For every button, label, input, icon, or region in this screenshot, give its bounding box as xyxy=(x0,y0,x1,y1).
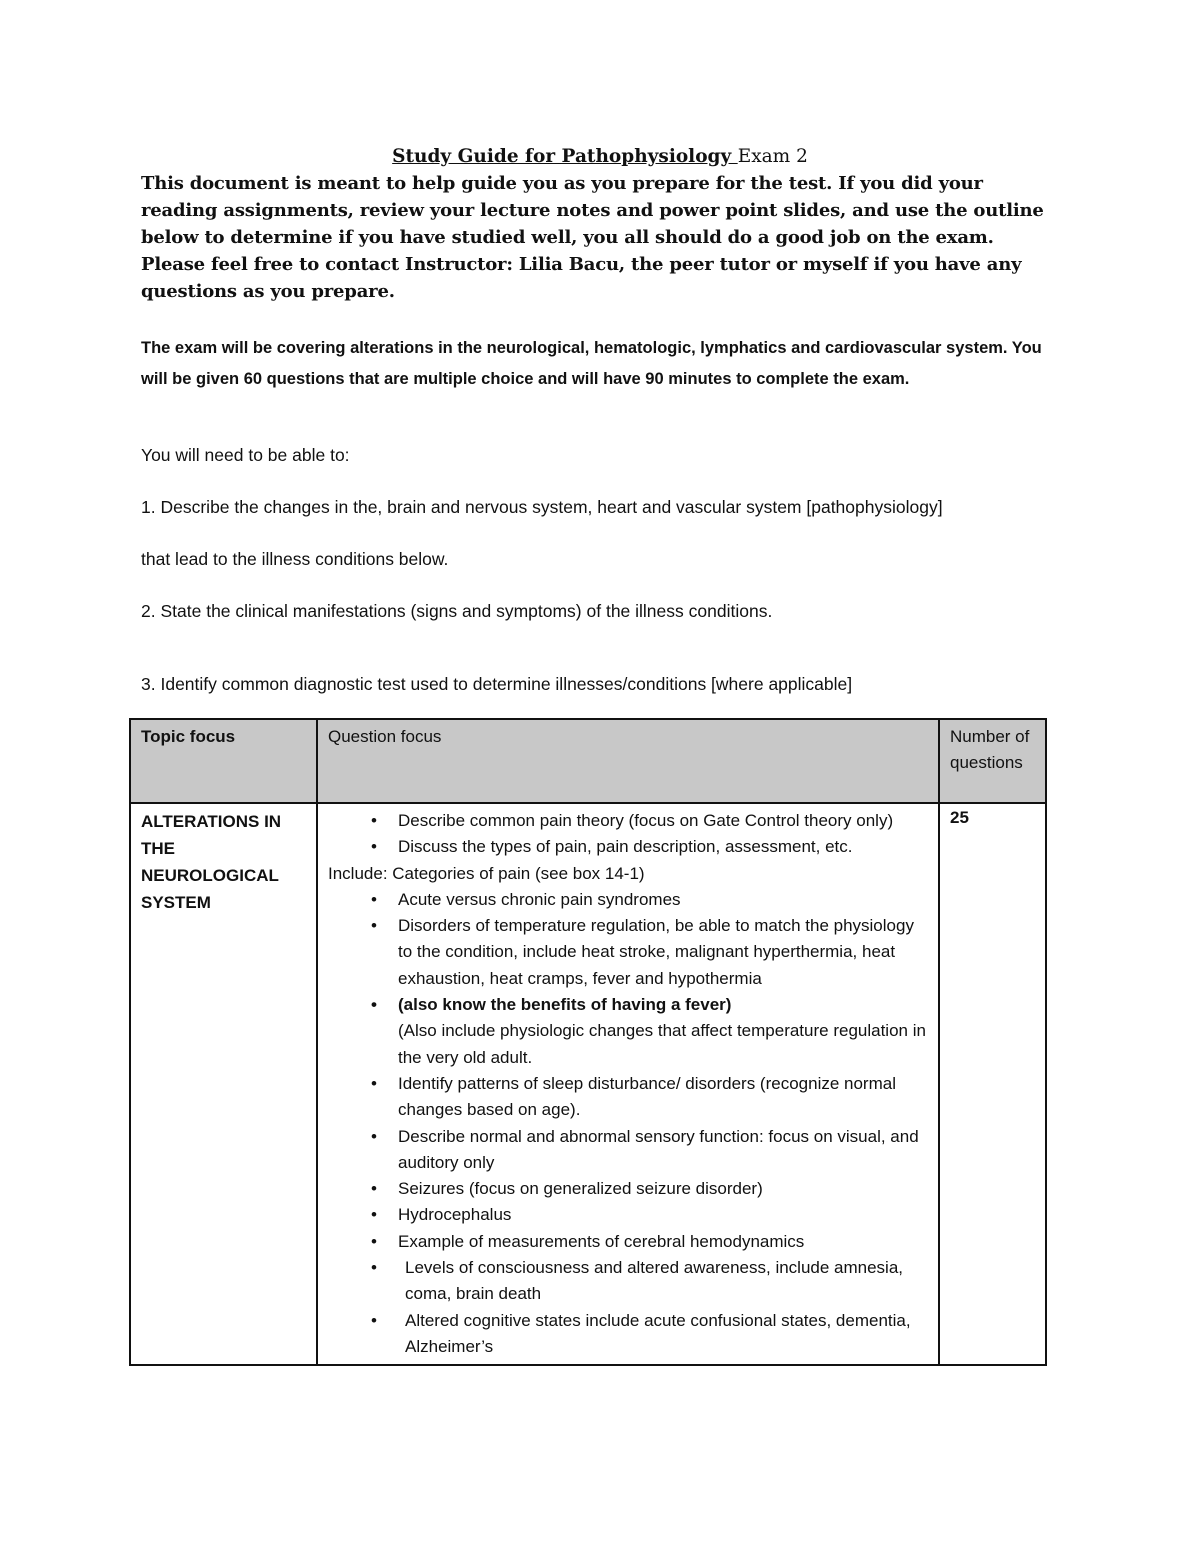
bullet-icon: • xyxy=(371,1205,377,1225)
list-item: • Describe normal and abnormal sensory function: focus on visual, and auditory only xyxy=(328,1124,928,1177)
bullet-icon: • xyxy=(371,1073,377,1093)
objective-3-number: 3. xyxy=(141,674,156,694)
intro-text: This document is meant to help guide you as you prepare for the test. If you did your reading assignments, review your lecture notes and power point slides, and use the outline below to determine if you have studied well, you all should do a good job on the exam. Please feel free to contact Instructor: Lilia Bacu, the peer tutor or myself if you have any questions as you prepare. xyxy=(141,173,1044,302)
bullet-icon: • xyxy=(371,995,377,1015)
list-item: • Altered cognitive states include acute confusional states, dementia, Alzheimer’s xyxy=(328,1308,928,1361)
bullet-icon: • xyxy=(371,916,377,936)
list-item: • Identify patterns of sleep disturbance/ disorders (recognize normal changes based on age). xyxy=(328,1071,928,1124)
bullet-icon: • xyxy=(371,1310,377,1330)
bullet-icon: • xyxy=(371,1126,377,1146)
list-item: • Seizures (focus on generalized seizure disorder) xyxy=(328,1176,928,1202)
bullet-icon: • xyxy=(371,1258,377,1278)
need-to-line: You will need to be able to: xyxy=(141,445,350,465)
objective-1-text: Describe the changes in the, brain and nervous system, heart and vascular system [pathophysiology] xyxy=(160,497,943,517)
exam-scope-paragraph: The exam will be covering alterations in the neurological, hematologic, lymphatics and cardiovascular system. You will be given 60 questions that are multiple choice and will have 90 minutes to complete the exam. xyxy=(141,339,1042,388)
objective-1 xyxy=(141,495,1071,519)
objective-1-continued: that lead to the illness conditions below. xyxy=(141,549,449,569)
bullet-icon: • xyxy=(371,811,377,830)
study-guide-table xyxy=(129,718,1047,1366)
objective-1-number: 1. xyxy=(141,497,156,517)
intro-paragraph xyxy=(141,170,1061,305)
header-question-focus: Question focus xyxy=(317,719,939,803)
header-number-of-questions: Number of questions xyxy=(939,719,1046,803)
document-title xyxy=(0,144,1200,170)
question-focus-cell xyxy=(317,803,939,1365)
include-line: Include: Categories of pain (see box 14-1) xyxy=(328,863,645,883)
bullet-icon: • xyxy=(371,1231,377,1251)
table-row xyxy=(130,803,1046,1365)
table-header-row xyxy=(130,719,1046,803)
title-underlined: Study Guide for Pathophysiology xyxy=(392,146,738,167)
objective-3 xyxy=(141,672,1071,696)
bullet-icon: • xyxy=(371,889,377,909)
bullet-icon: • xyxy=(371,1179,377,1199)
list-item: • Discuss the types of pain, pain description, assessment, etc. xyxy=(328,834,928,860)
topic-cell: ALTERATIONS IN THE NEUROLOGICAL SYSTEM xyxy=(130,803,317,1365)
list-item: • Acute versus chronic pain syndromes xyxy=(328,887,928,913)
title-rest: Exam 2 xyxy=(737,146,808,167)
objective-2 xyxy=(141,599,1071,623)
list-item: • (also know the benefits of having a fever) xyxy=(328,992,928,1018)
objective-3-text: Identify common diagnostic test used to determine illnesses/conditions [where applicable] xyxy=(160,674,853,694)
list-item: • Hydrocephalus xyxy=(328,1202,928,1228)
objective-2-number: 2. xyxy=(141,601,156,621)
list-item: • Describe common pain theory (focus on Gate Control theory only) xyxy=(328,808,928,834)
objective-2-text: State the clinical manifestations (signs and symptoms) of the illness conditions. xyxy=(160,601,773,621)
bullet-icon: • xyxy=(371,837,377,857)
list-item: • Example of measurements of cerebral hemodynamics xyxy=(328,1229,928,1255)
list-item: • Disorders of temperature regulation, be able to match the physiology to the condition, include heat stroke, malignant hyperthermia, heat exhaustion, heat cramps, fever and hypothermia xyxy=(328,913,928,992)
question-count-cell: 25 xyxy=(939,803,1046,1365)
list-item-sub: (Also include physiologic changes that affect temperature regulation in the very old adult. xyxy=(398,1021,926,1067)
list-item: • Levels of consciousness and altered awareness, include amnesia, coma, brain death xyxy=(328,1255,928,1308)
header-topic-focus: Topic focus xyxy=(130,719,317,803)
